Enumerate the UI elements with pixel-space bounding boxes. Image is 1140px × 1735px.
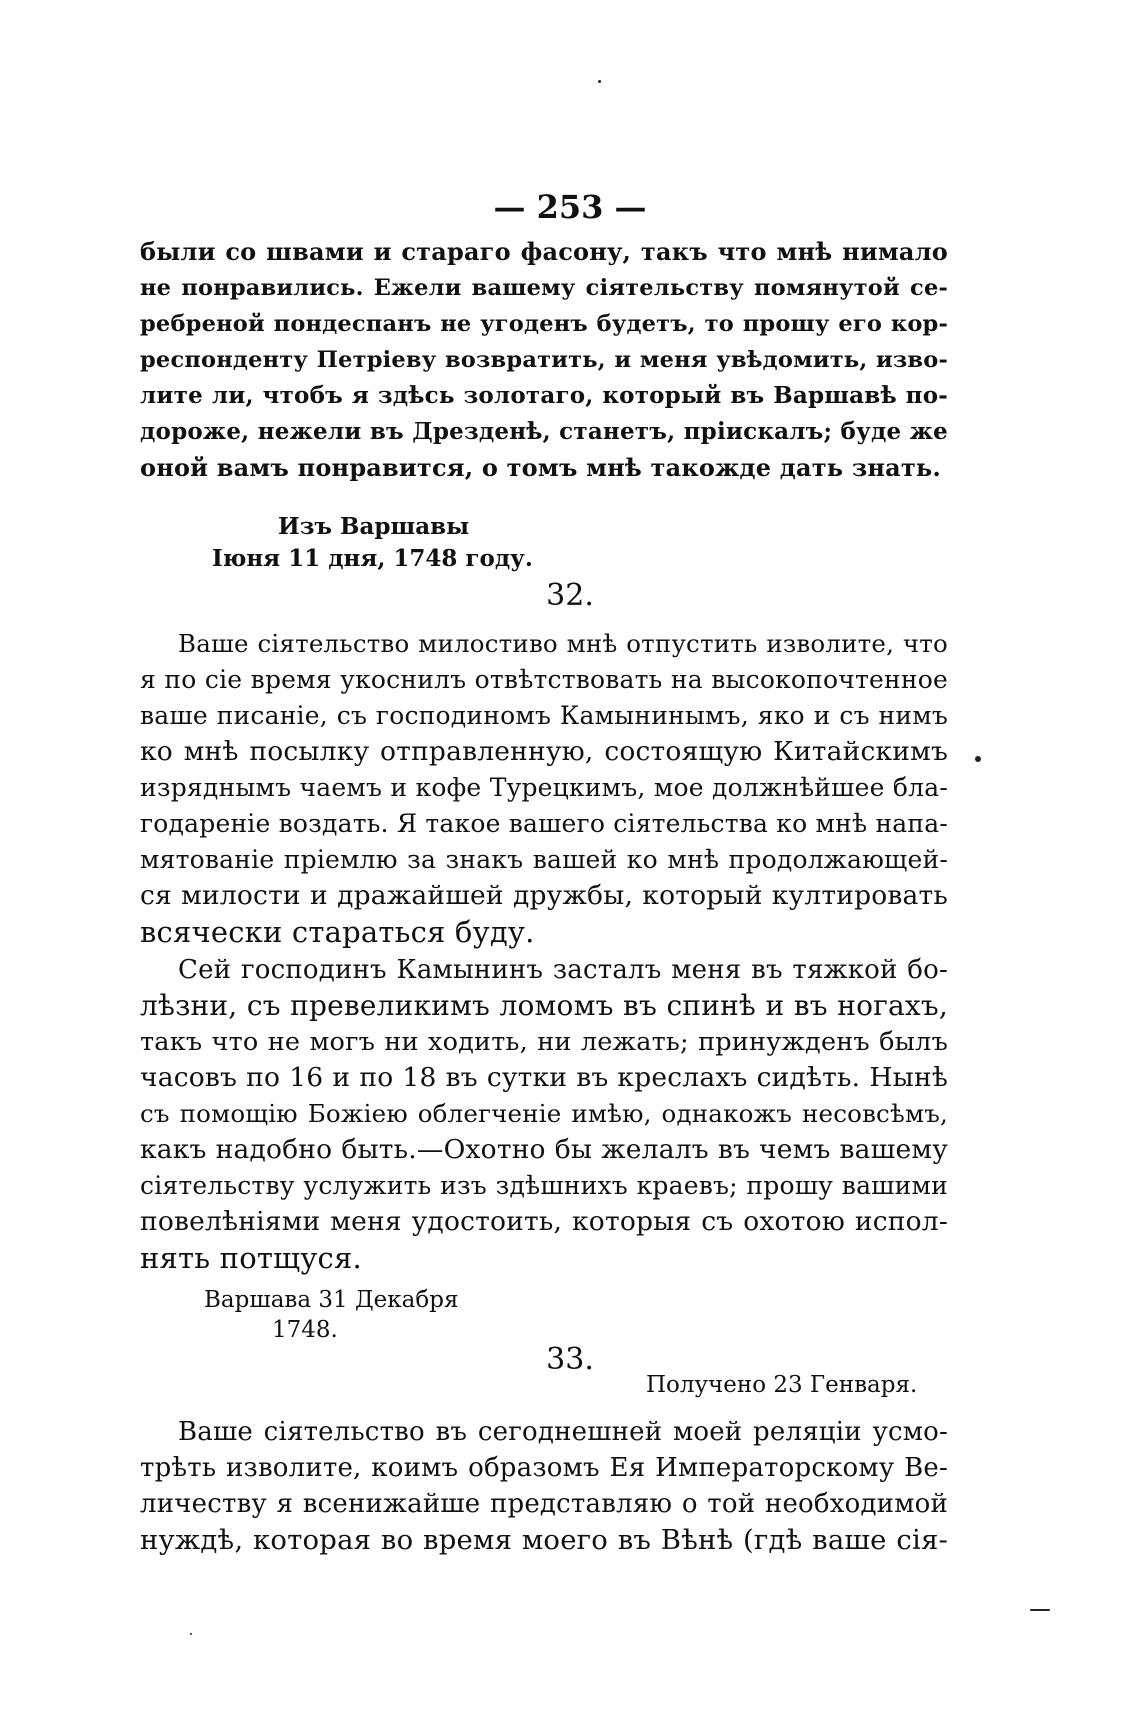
letter-number-32: 32.: [546, 578, 594, 613]
speck: [975, 756, 981, 762]
text-line: годареніе воздать. Я такое вашего сіятельства ко мнѣ напа-: [140, 809, 949, 838]
signature-date: Іюня 11 дня, 1748 году.: [212, 545, 533, 572]
text-line: Сей господинъ Камынинъ засталъ меня въ тяжкой бо-: [178, 955, 948, 985]
signature-place: Варшава 31 Декабря: [204, 1287, 459, 1313]
text-line: респонденту Петріеву возвратить, и меня увѣдомить, изво-: [140, 347, 948, 373]
text-line: лѣзни, съ превеликимъ ломомъ въ спинѣ и въ ногахъ,: [140, 989, 948, 1022]
text-line: не понравились. Ежели вашему сіятельству помянутой се-: [140, 275, 948, 301]
letter-number-33: 33.: [546, 1342, 594, 1377]
page-number: — 253 —: [493, 188, 647, 226]
text-line: какъ надобно быть.—Охотно бы желалъ въ чемъ вашему: [140, 1134, 948, 1165]
text-line: часовъ по 16 и по 18 въ сутки въ креслахъ сидѣть. Нынѣ: [140, 1062, 948, 1093]
text-line: ваше писаніе, съ господиномъ Камынинымъ, яко и съ нимъ: [140, 701, 948, 730]
text-line: дороже, нежели въ Дрезденѣ, станетъ, пріискалъ; буде же: [140, 418, 948, 445]
speck: [598, 80, 601, 83]
text-line: ребреной пондеспанъ не угоденъ будетъ, то прошу его кор-: [140, 311, 948, 337]
text-line: мятованіе пріемлю за знакъ вашей ко мнѣ продолжающей-: [140, 845, 948, 874]
text-line: трѣть изволите, коимъ образомъ Ея Императорскому Ве-: [140, 1453, 948, 1483]
text-line: лите ли, чтобъ я здѣсь золотаго, который въ Варшавѣ по-: [140, 382, 948, 409]
text-line: нуждѣ, которая во время моего въ Вѣнѣ (гдѣ ваше сія-: [140, 1524, 948, 1556]
speck: [1030, 1609, 1050, 1611]
text-line: изряднымъ чаемъ и кофе Турецкимъ, мое должнѣйшее бла-: [140, 773, 948, 802]
text-line: были со швами и стараго фасону, такъ что мнѣ нимало: [140, 237, 948, 266]
text-line: сіятельству услужить изъ здѣшнихъ краевъ; прошу вашими: [140, 1171, 948, 1200]
text-line: Ваше сіятельство милостиво мнѣ отпустить изволите, что: [178, 629, 948, 658]
signature-place: Изъ Варшавы: [278, 513, 470, 540]
text-line: я по сіе время укоснилъ отвѣтствовать на высокопочтенное: [140, 665, 948, 694]
text-line: оной вамъ понравится, о томъ мнѣ такожде дать знать.: [140, 453, 941, 482]
text-line: нять потщуся.: [140, 1241, 362, 1275]
text-line: всячески стараться буду.: [140, 915, 535, 949]
received-note: Получено 23 Генваря.: [646, 1372, 918, 1398]
text-line: съ помощію Божіею облегченіе имѣю, однакожъ несовсѣмъ,: [140, 1099, 948, 1128]
text-line: такъ что не могъ ни ходить, ни лежать; принужденъ былъ: [140, 1027, 948, 1057]
text-line: повелѣніями меня удостоить, которыя съ охотою испол-: [140, 1206, 948, 1237]
text-line: ся милости и дражайшей дружбы, который култировать: [140, 880, 948, 911]
speck: [190, 1633, 192, 1635]
text-line: Ваше сіятельство въ сегоднешней моей реляціи усмо-: [178, 1417, 948, 1447]
text-line: ко мнѣ посылку отправленную, состоящую Китайскимъ: [140, 736, 948, 767]
text-line: личеству я всенижайше представляю о той необходимой: [140, 1489, 948, 1519]
signature-year: 1748.: [272, 1317, 338, 1343]
